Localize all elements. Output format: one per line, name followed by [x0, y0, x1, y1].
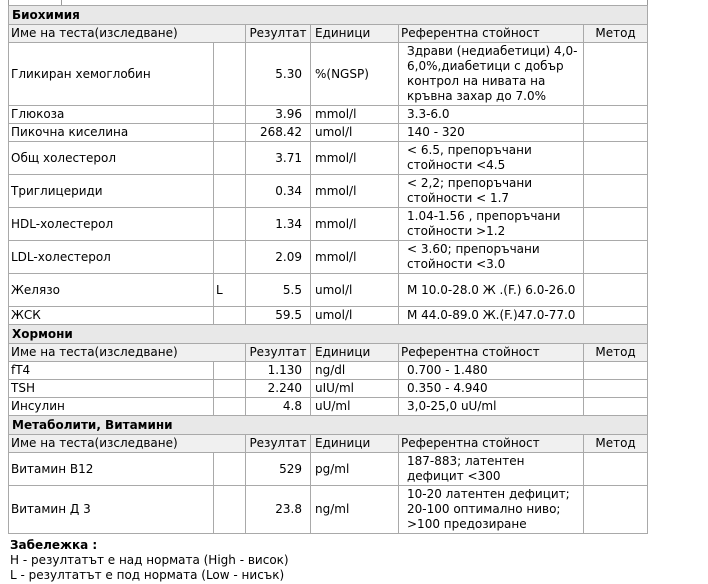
test-name: LDL-холестерол	[9, 241, 214, 274]
column-header-row	[9, 435, 648, 453]
test-name: Триглицериди	[9, 175, 214, 208]
reference-range: 140 - 320	[399, 124, 584, 142]
table-row	[9, 106, 648, 124]
unit: umol/l	[311, 124, 399, 142]
unit: mmol/l	[311, 241, 399, 274]
header-result: Резултат	[246, 25, 311, 43]
unit: ng/ml	[311, 486, 399, 534]
result-value: 529	[246, 453, 311, 486]
result-value: 5.5	[246, 274, 311, 307]
reference-range: 0.700 - 1.480	[399, 362, 584, 380]
legend-note	[10, 538, 289, 583]
table-row	[9, 208, 648, 241]
header-result: Резултат	[246, 344, 311, 362]
method	[584, 274, 648, 307]
header-method: Метод	[584, 344, 648, 362]
reference-range: < 3.60; препоръчани стойности <3.0	[399, 241, 584, 274]
method	[584, 307, 648, 325]
unit: mmol/l	[311, 106, 399, 124]
flag	[214, 307, 246, 325]
test-name: HDL-холестерол	[9, 208, 214, 241]
lab-results-table	[8, 5, 648, 534]
table-row	[9, 307, 648, 325]
header-result: Резултат	[246, 435, 311, 453]
flag	[214, 175, 246, 208]
test-name: TSH	[9, 380, 214, 398]
test-name: fT4	[9, 362, 214, 380]
test-name: Гликиран хемоглобин	[9, 43, 214, 106]
method	[584, 175, 648, 208]
result-value: 1.130	[246, 362, 311, 380]
section-title-row	[9, 416, 648, 435]
unit: ng/dl	[311, 362, 399, 380]
header-test-name: Име на теста(изследване)	[9, 344, 246, 362]
reference-range: М 10.0-28.0 Ж .(F.) 6.0-26.0	[399, 274, 584, 307]
unit: uU/ml	[311, 398, 399, 416]
method	[584, 208, 648, 241]
table-row	[9, 453, 648, 486]
reference-range: < 2,2; препоръчани стойности < 1.7	[399, 175, 584, 208]
column-header-row	[9, 344, 648, 362]
unit: mmol/l	[311, 208, 399, 241]
test-name: Глюкоза	[9, 106, 214, 124]
header-units: Единици	[311, 25, 399, 43]
table-row	[9, 398, 648, 416]
reference-range: 10-20 латентен дефицит; 20-100 оптимално ниво; >100 предозиране	[399, 486, 584, 534]
header-reference: Референтна стойност	[399, 344, 584, 362]
header-reference: Референтна стойност	[399, 435, 584, 453]
method	[584, 124, 648, 142]
header-test-name: Име на теста(изследване)	[9, 25, 246, 43]
flag	[214, 241, 246, 274]
result-value: 5.30	[246, 43, 311, 106]
result-value: 2.240	[246, 380, 311, 398]
result-value: 268.42	[246, 124, 311, 142]
unit: mmol/l	[311, 142, 399, 175]
reference-range: М 44.0-89.0 Ж.(F.)47.0-77.0	[399, 307, 584, 325]
header-method: Метод	[584, 435, 648, 453]
test-name: Общ холестерол	[9, 142, 214, 175]
reference-range: 187-883; латентен дефицит <300	[399, 453, 584, 486]
section-title-row	[9, 325, 648, 344]
section-title: Хормони	[9, 325, 648, 344]
flag	[214, 453, 246, 486]
test-name: Витамин B12	[9, 453, 214, 486]
test-name: Желязо	[9, 274, 214, 307]
reference-range: 3,0-25,0 uU/ml	[399, 398, 584, 416]
method	[584, 380, 648, 398]
flag	[214, 380, 246, 398]
method	[584, 362, 648, 380]
table-row	[9, 274, 648, 307]
result-value: 23.8	[246, 486, 311, 534]
test-name: Пикочна киселина	[9, 124, 214, 142]
note-title: Забележка :	[10, 538, 98, 552]
flag: L	[214, 274, 246, 307]
section-title: Биохимия	[9, 6, 648, 25]
method	[584, 142, 648, 175]
flag	[214, 208, 246, 241]
reference-range: 3.3-6.0	[399, 106, 584, 124]
unit: uIU/ml	[311, 380, 399, 398]
unit: %(NGSP)	[311, 43, 399, 106]
result-value: 3.96	[246, 106, 311, 124]
table-row	[9, 380, 648, 398]
method	[584, 106, 648, 124]
header-units: Единици	[311, 435, 399, 453]
result-value: 59.5	[246, 307, 311, 325]
test-name: Витамин Д 3	[9, 486, 214, 534]
method	[584, 453, 648, 486]
section-title: Метаболити, Витамини	[9, 416, 648, 435]
reference-range: < 6.5, препоръчани стойности <4.5	[399, 142, 584, 175]
note-line-low: L - резултатът е под нормата (Low - нисък)	[10, 568, 285, 582]
reference-range: 0.350 - 4.940	[399, 380, 584, 398]
header-method: Метод	[584, 25, 648, 43]
method	[584, 398, 648, 416]
unit: pg/ml	[311, 453, 399, 486]
column-header-row	[9, 25, 648, 43]
reference-range: Здрави (недиабетици) 4,0-6,0%,диабетици с добър контрол на нивата на кръвна захар до 7.0%	[399, 43, 584, 106]
unit: umol/l	[311, 274, 399, 307]
reference-range: 1.04-1.56 , препоръчани стойности >1.2	[399, 208, 584, 241]
header-test-name: Име на теста(изследване)	[9, 435, 246, 453]
result-value: 4.8	[246, 398, 311, 416]
section-title-row	[9, 6, 648, 25]
method	[584, 43, 648, 106]
method	[584, 241, 648, 274]
table-row	[9, 486, 648, 534]
unit: umol/l	[311, 307, 399, 325]
flag	[214, 124, 246, 142]
table-row	[9, 124, 648, 142]
table-row	[9, 142, 648, 175]
test-name: Инсулин	[9, 398, 214, 416]
header-units: Единици	[311, 344, 399, 362]
result-value: 0.34	[246, 175, 311, 208]
method	[584, 486, 648, 534]
flag	[214, 106, 246, 124]
table-row	[9, 43, 648, 106]
table-row	[9, 362, 648, 380]
table-row	[9, 175, 648, 208]
flag	[214, 43, 246, 106]
table-row	[9, 241, 648, 274]
note-line-high: H - резултатът е над нормата (High - висок)	[10, 553, 289, 567]
header-reference: Референтна стойност	[399, 25, 584, 43]
flag	[214, 362, 246, 380]
result-value: 2.09	[246, 241, 311, 274]
flag	[214, 398, 246, 416]
flag	[214, 486, 246, 534]
result-value: 1.34	[246, 208, 311, 241]
result-value: 3.71	[246, 142, 311, 175]
test-name: ЖСК	[9, 307, 214, 325]
unit: mmol/l	[311, 175, 399, 208]
flag	[214, 142, 246, 175]
